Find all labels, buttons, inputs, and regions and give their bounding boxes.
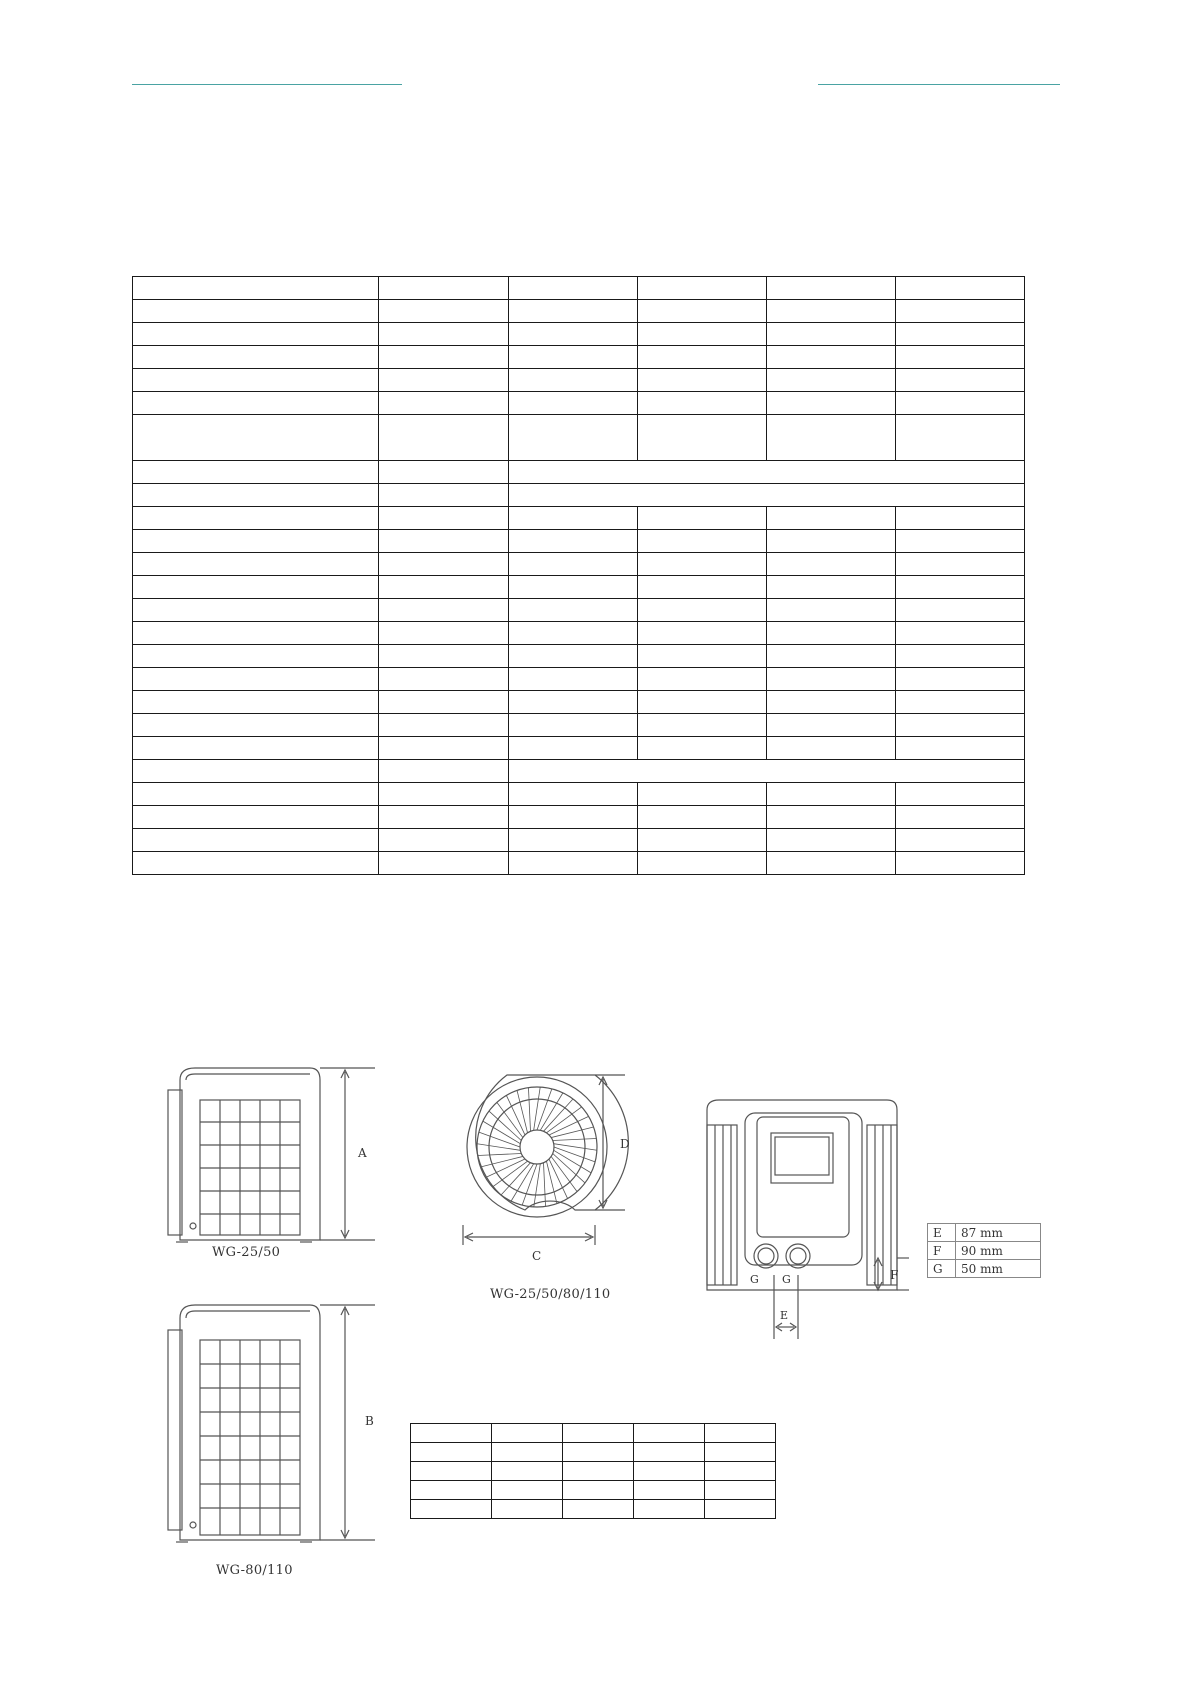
dim-label-c: C [532,1249,542,1263]
fan-spoke [551,1127,593,1138]
table-row [133,645,1025,668]
front-view-caption: WG-25/50/80/110 [490,1287,611,1302]
dimension-table [410,1423,776,1519]
connection-dimension-table [927,1223,1041,1278]
rear-connection-drawing [697,1095,917,1345]
fan-spoke [528,1088,530,1132]
dim-label-a: A [358,1146,367,1160]
fan-spoke [546,1161,557,1203]
dimension-label: G [928,1260,956,1278]
front-fan-drawing [455,1070,655,1270]
fan-spoke [544,1163,546,1207]
table-row [928,1224,1041,1242]
table-row [133,461,1025,484]
fan-spoke [517,1090,528,1132]
table-row [133,714,1025,737]
table-row [133,323,1025,346]
table-row [411,1424,776,1443]
side-view-large-drawing [160,1300,390,1550]
table-row [133,668,1025,691]
f-dimension-marker [870,1255,910,1295]
table-row [133,737,1025,760]
header-rule-right [818,84,1060,85]
side-view-small-caption: WG-25/50 [212,1245,281,1260]
table-row [928,1242,1041,1260]
table-row [133,691,1025,714]
dim-label-d: D [620,1137,630,1151]
table-row [133,507,1025,530]
dimension-value: 90 mm [956,1242,1041,1260]
table-row [133,392,1025,415]
table-row [133,415,1025,461]
side-view-small-drawing [160,1060,390,1245]
table-row [133,783,1025,806]
fan-spoke [480,1156,522,1167]
dim-label-b: B [365,1414,374,1428]
table-row [133,300,1025,323]
header-rule-left [132,84,402,85]
fan-spoke [553,1138,597,1140]
table-row [133,576,1025,599]
table-row [133,530,1025,553]
dim-label-g-right: G [782,1273,791,1286]
table-row [133,369,1025,392]
dimension-label: F [928,1242,956,1260]
table-row [411,1500,776,1519]
table-row [133,553,1025,576]
dimension-value: 50 mm [956,1260,1041,1278]
dimension-value: 87 mm [956,1224,1041,1242]
table-row [411,1462,776,1481]
table-row [928,1260,1041,1278]
dim-label-e: E [780,1309,789,1322]
table-row [133,852,1025,875]
specification-table [132,276,1025,875]
table-row [133,829,1025,852]
table-row [133,806,1025,829]
table-row [133,277,1025,300]
table-row [133,760,1025,783]
side-view-large-caption: WG-80/110 [216,1563,293,1578]
table-row [411,1443,776,1462]
dim-label-g-left: G [750,1273,759,1286]
table-row [133,346,1025,369]
table-row [411,1481,776,1500]
fan-spoke [478,1154,522,1156]
table-row [133,599,1025,622]
dimension-label: E [928,1224,956,1242]
dim-label-f: F [890,1268,899,1282]
table-row [133,622,1025,645]
table-row [133,484,1025,507]
